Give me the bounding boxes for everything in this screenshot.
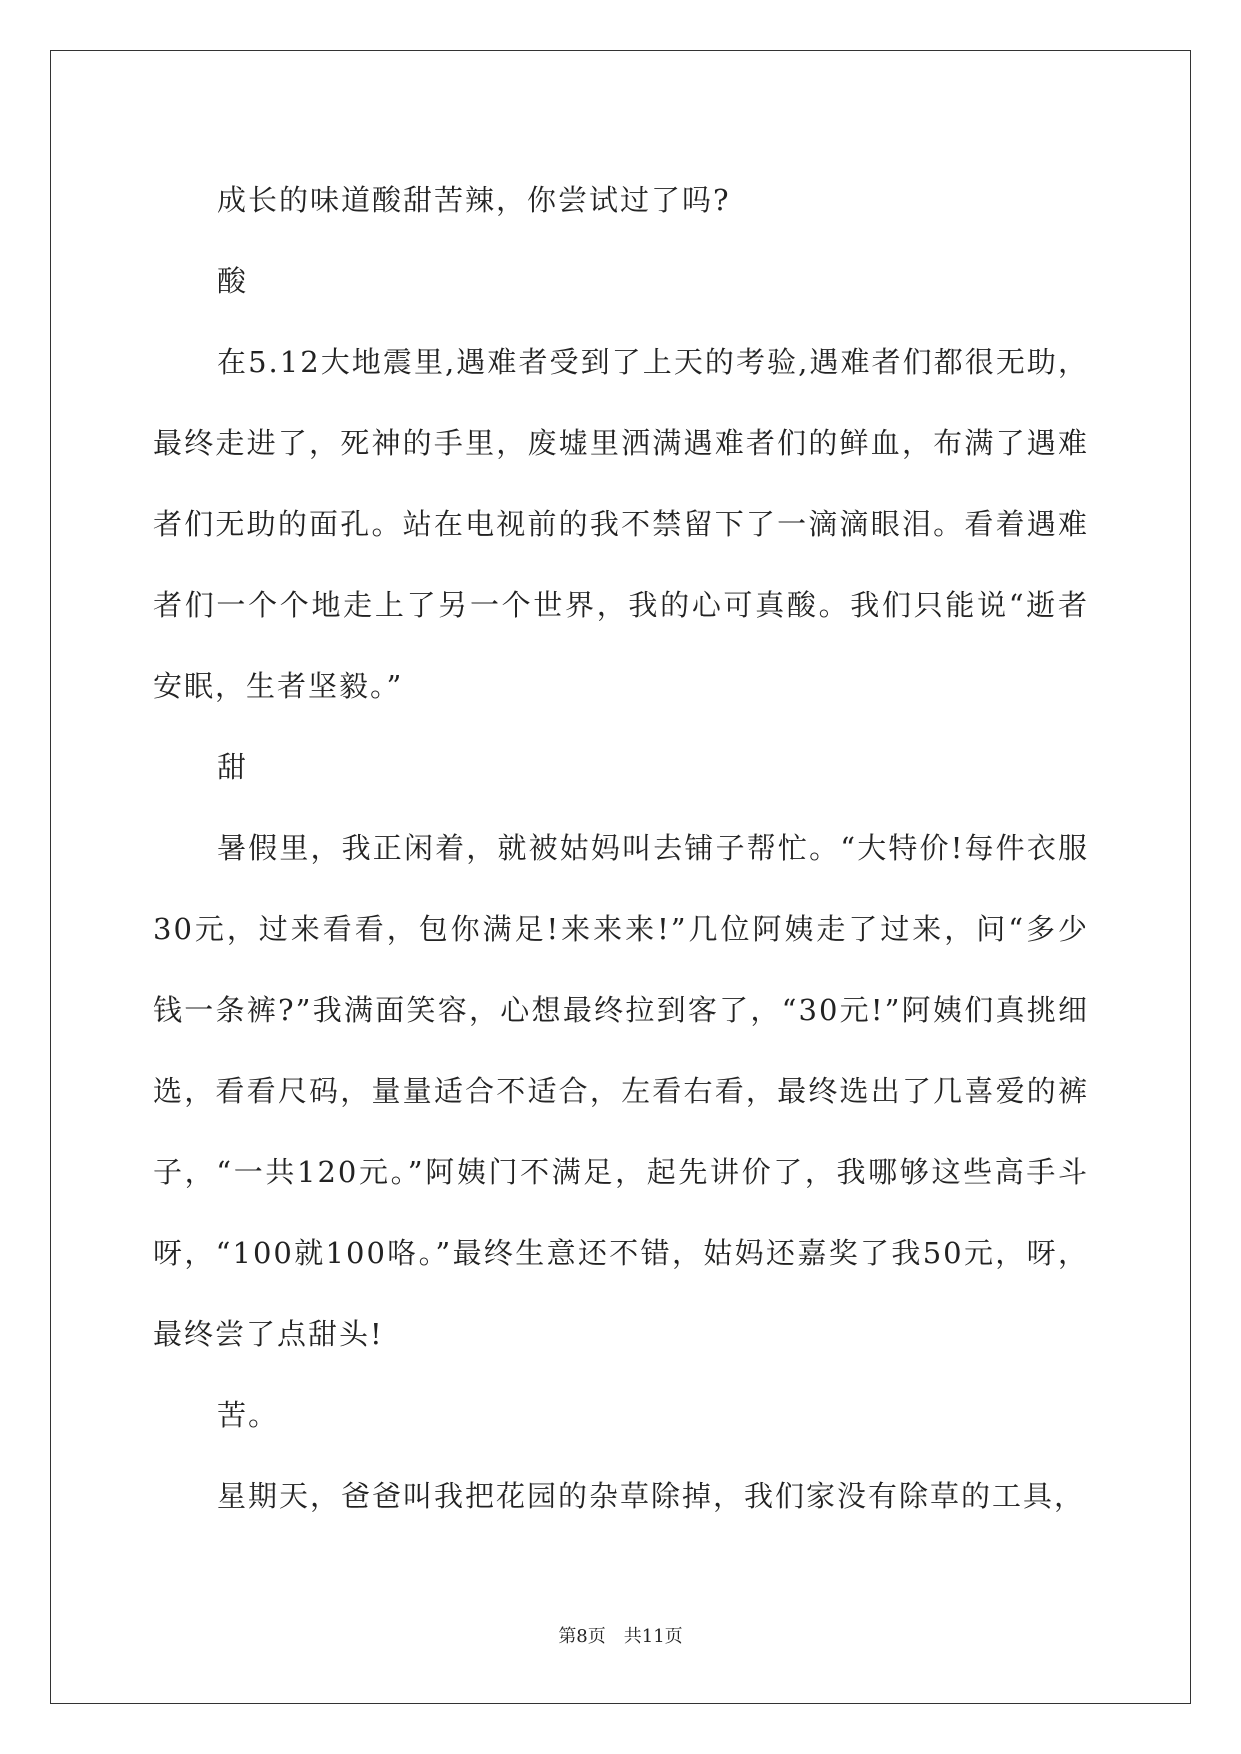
page-total: 共11页: [623, 1626, 683, 1647]
page-number: 第8页: [558, 1626, 606, 1647]
document-body: [153, 160, 1089, 1537]
section-heading-sour: 酸: [217, 264, 249, 298]
paragraph-sweet: 暑假里，我正闲着，就被姑妈叫去铺子帮忙。“大特价!每件衣服30元，过来看看，包你满足!来来来!”几位阿姨走了过来，问“多少钱一条裤?”我满面笑容，心想最终拉到客了，“30元!”阿姨们真挑细选，看看尺码，量量适合不适合，左看右看，最终选出了几喜爱的裤子，“一共120元。”阿姨门不满足，起先讲价了，我哪够这些高手斗呀，“100就100咯。”最终生意还不错，姑妈还嘉奖了我50元，呀，最终尝了点甜头!: [153, 831, 1089, 1351]
section-heading-sweet: 甜: [217, 750, 249, 784]
section-heading-bitter: 苦。: [217, 1398, 280, 1432]
paragraph-sour: 在5.12大地震里,遇难者受到了上天的考验,遇难者们都很无助，最终走进了，死神的手里，废墟里洒满遇难者们的鲜血，布满了遇难者们无助的面孔。站在电视前的我不禁留下了一滴滴眼泪。看着遇难者们一个个地走上了另一个世界，我的心可真酸。我们只能说“逝者安眠，生者坚毅。”: [153, 345, 1089, 703]
page-footer: [0, 1622, 1241, 1648]
paragraph-bitter: 星期天，爸爸叫我把花园的杂草除掉，我们家没有除草的工具，: [217, 1479, 1086, 1513]
paragraph-intro: 成长的味道酸甜苦辣，你尝试过了吗?: [217, 183, 731, 217]
